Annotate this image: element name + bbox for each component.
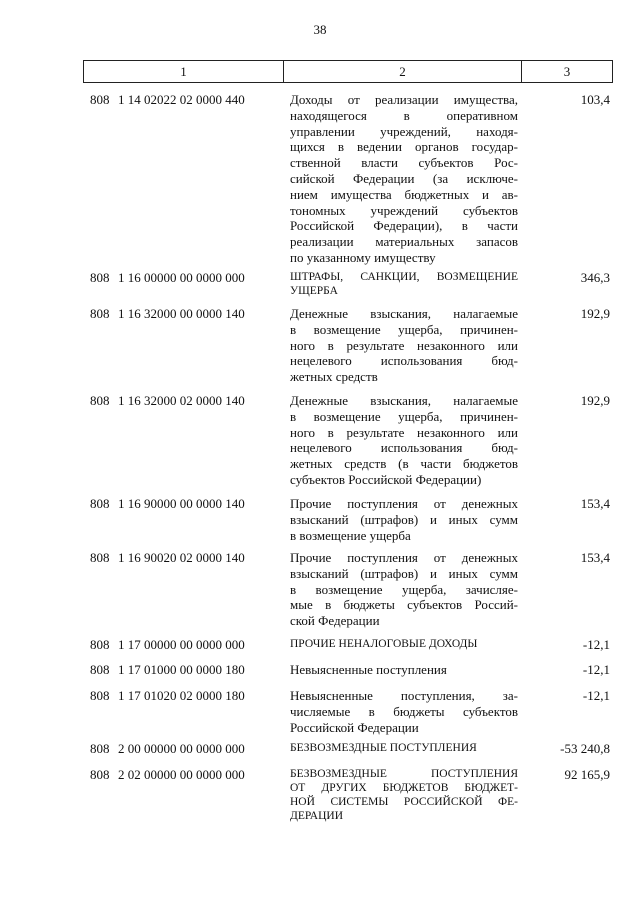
description-line: находящегося в оперативном: [290, 107, 518, 123]
budget-code: 1 16 32000 02 0000 140: [118, 393, 245, 408]
description-line: по указанному имуществу: [290, 249, 436, 265]
admin-code: 808: [90, 270, 110, 285]
description-line: в возмещение ущерба, причинен-: [290, 321, 518, 337]
description-line: ственной власти субъектов Рос-: [290, 155, 518, 171]
row-description: [290, 767, 518, 823]
row-description: [290, 92, 518, 266]
amount-value: 92 165,9: [564, 767, 610, 782]
row-description: [290, 662, 518, 678]
row-description: [290, 741, 518, 755]
budget-code: 1 16 90020 02 0000 140: [118, 550, 245, 565]
budget-code: 1 16 32000 00 0000 140: [118, 306, 245, 321]
admin-code: 808: [90, 550, 110, 565]
row-description: [290, 550, 518, 629]
admin-code: 808: [90, 92, 110, 107]
description-line: в возмещение ущерба, зачисляе-: [290, 581, 518, 597]
description-line: в возмещение ущерба, причинен-: [290, 408, 518, 424]
amount-value: 153,4: [580, 550, 610, 565]
row-description: [290, 306, 518, 385]
admin-code: 808: [90, 496, 110, 511]
description-line: числяемые в бюджеты субъектов: [290, 703, 518, 719]
amount-value: -12,1: [582, 637, 610, 652]
page-number: 38: [313, 22, 327, 37]
admin-code: 808: [90, 637, 110, 652]
description-line: БЕЗВОЗМЕЗДНЫЕ ПОСТУПЛЕНИЯ: [290, 768, 518, 780]
description-line: жетных средств: [290, 369, 378, 385]
description-line: нецелевого использования бюд-: [290, 353, 518, 369]
description-line: ДЕРАЦИИ: [290, 810, 344, 822]
budget-code: 1 17 01020 02 0000 180: [118, 688, 245, 703]
budget-code: 2 00 00000 00 0000 000: [118, 741, 245, 756]
description-line: взысканий (штрафов) и иных сумм: [290, 565, 518, 581]
description-line: ного в результате незаконного или: [290, 424, 518, 440]
header-col-1: 1: [84, 61, 284, 82]
budget-code: 1 14 02022 02 0000 440: [118, 92, 245, 107]
description-line: ного в результате незаконного или: [290, 337, 518, 353]
amount-value: -53 240,8: [560, 741, 610, 756]
description-line: ШТРАФЫ, САНКЦИИ, ВОЗМЕЩЕНИЕ: [290, 271, 518, 283]
description-line: ОТ ДРУГИХ БЮДЖЕТОВ БЮДЖЕТ-: [290, 782, 518, 794]
description-line: Доходы от реализации имущества,: [290, 92, 518, 107]
table-header: [83, 60, 613, 83]
description-line: Денежные взыскания, налагаемые: [290, 393, 518, 408]
header-col-2: 2: [284, 61, 522, 82]
budget-code: 2 02 00000 00 0000 000: [118, 767, 245, 782]
description-line: реализации материальных запасов: [290, 234, 518, 250]
description-line: ПРОЧИЕ НЕНАЛОГОВЫЕ ДОХОДЫ: [290, 638, 478, 650]
row-description: [290, 637, 518, 651]
row-description: [290, 393, 518, 488]
budget-code: 1 16 90000 00 0000 140: [118, 496, 245, 511]
description-line: Невыясненные поступления: [290, 662, 447, 677]
description-line: НОЙ СИСТЕМЫ РОССИЙСКОЙ ФЕ-: [290, 796, 518, 808]
description-line: мые в бюджеты субъектов Россий-: [290, 597, 518, 613]
admin-code: 808: [90, 741, 110, 756]
amount-value: -12,1: [582, 662, 610, 677]
description-line: БЕЗВОЗМЕЗДНЫЕ ПОСТУПЛЕНИЯ: [290, 742, 477, 754]
admin-code: 808: [90, 767, 110, 782]
description-line: Денежные взыскания, налагаемые: [290, 306, 518, 321]
amount-value: 192,9: [580, 306, 610, 321]
budget-code: 1 17 01000 00 0000 180: [118, 662, 245, 677]
description-line: нецелевого использования бюд-: [290, 440, 518, 456]
budget-code: 1 17 00000 00 0000 000: [118, 637, 245, 652]
amount-value: 103,4: [580, 92, 610, 107]
description-line: в возмещение ущерба: [290, 527, 411, 543]
admin-code: 808: [90, 306, 110, 321]
amount-value: 153,4: [580, 496, 610, 511]
amount-value: -12,1: [582, 688, 610, 703]
description-line: Невыясненные поступления, за-: [290, 688, 518, 703]
description-line: Российской Федерации), в части: [290, 218, 518, 234]
row-description: [290, 270, 518, 298]
row-description: [290, 496, 518, 543]
description-line: субъектов Российской Федерации): [290, 471, 482, 487]
description-line: УЩЕРБА: [290, 285, 338, 297]
description-line: щихся в ведении органов государ-: [290, 139, 518, 155]
budget-code: 1 16 00000 00 0000 000: [118, 270, 245, 285]
description-line: нием имущества бюджетных и ав-: [290, 186, 518, 202]
description-line: Российской Федерации: [290, 719, 419, 735]
amount-value: 346,3: [580, 270, 610, 285]
description-line: жетных средств (в части бюджетов: [290, 456, 518, 472]
admin-code: 808: [90, 688, 110, 703]
header-col-3: 3: [563, 63, 571, 79]
description-line: взысканий (штрафов) и иных сумм: [290, 511, 518, 527]
description-line: тономных учреждений субъектов: [290, 202, 518, 218]
description-line: Прочие поступления от денежных: [290, 496, 518, 511]
amount-value: 192,9: [580, 393, 610, 408]
row-description: [290, 688, 518, 735]
description-line: сийской Федерации (за исключе-: [290, 170, 518, 186]
description-line: управлении учреждений, находя-: [290, 123, 518, 139]
admin-code: 808: [90, 662, 110, 677]
admin-code: 808: [90, 393, 110, 408]
description-line: Прочие поступления от денежных: [290, 550, 518, 565]
description-line: ской Федерации: [290, 613, 380, 629]
